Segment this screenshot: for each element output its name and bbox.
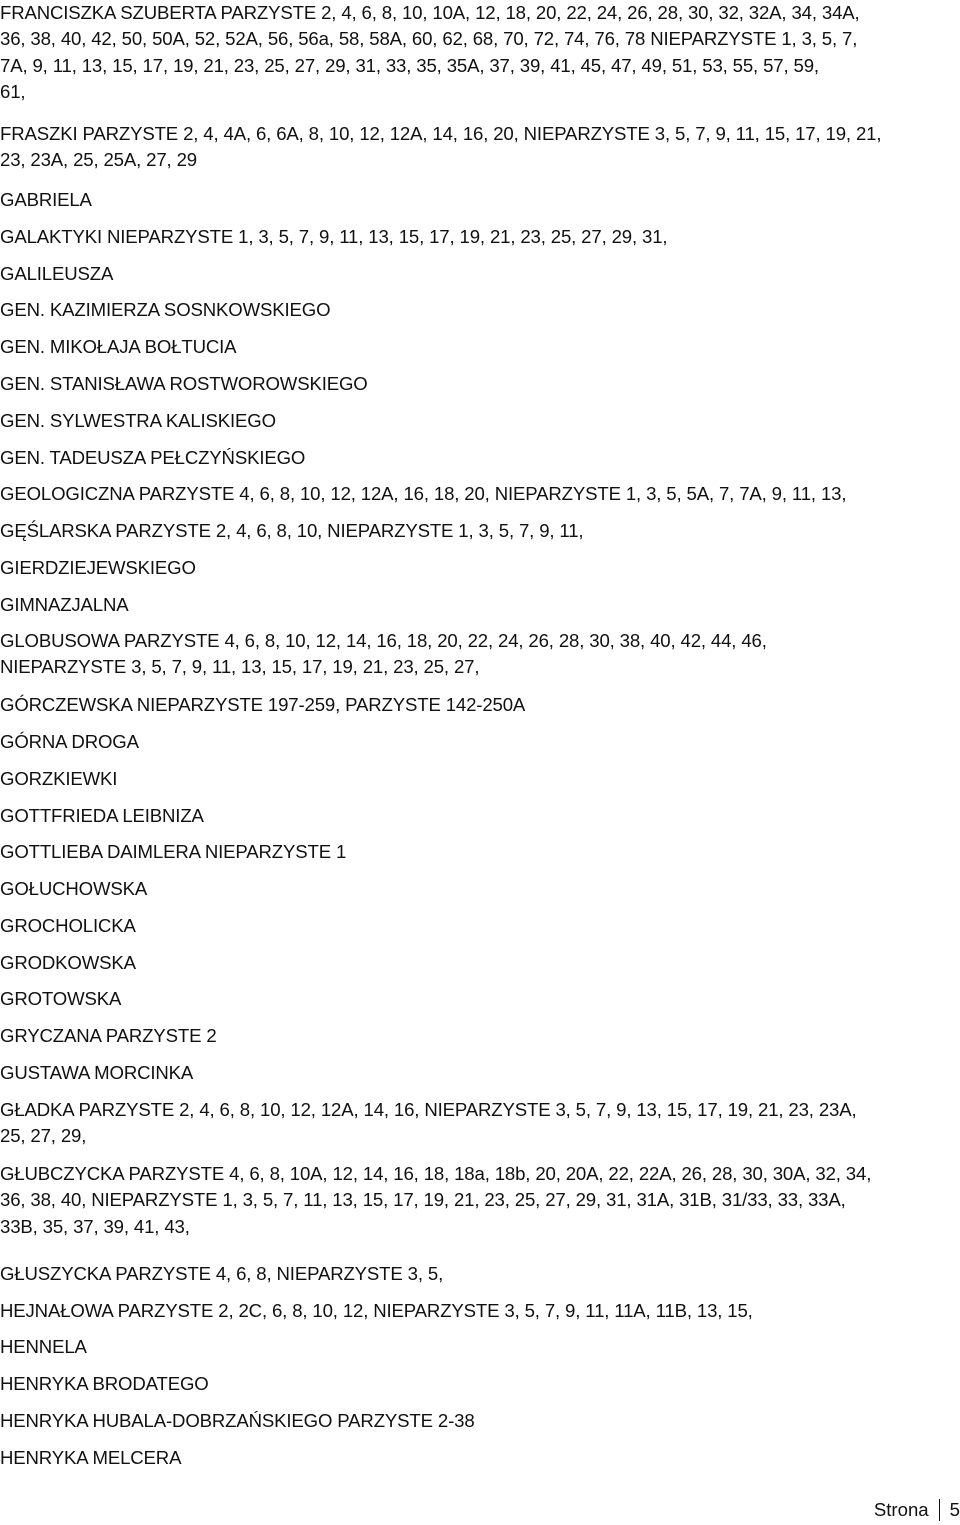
- street-entry: [0, 187, 92, 213]
- street-entry-line: GEN. STANISŁAWA ROSTWOROWSKIEGO: [0, 373, 368, 394]
- street-entry: [0, 481, 846, 507]
- street-entry-line: GEN. KAZIMIERZA SOSNKOWSKIEGO: [0, 299, 331, 320]
- street-entry-line: HENRYKA BRODATEGO: [0, 1373, 209, 1394]
- street-entry: [0, 0, 860, 106]
- street-entry-line: HENRYKA HUBALA-DOBRZAŃSKIEGO PARZYSTE 2-38: [0, 1410, 475, 1431]
- street-entry-line: GŁUBCZYCKA PARZYSTE 4, 6, 8, 10A, 12, 14, 16, 18, 18a, 18b, 20, 20A, 22, 22A, 26, 28, 30, 30A, 32, 34,: [0, 1163, 872, 1184]
- street-entry-line: GĘŚLARSKA PARZYSTE 2, 4, 6, 8, 10, NIEPARZYSTE 1, 3, 5, 7, 9, 11,: [0, 520, 584, 541]
- street-entry-line: GIMNAZJALNA: [0, 594, 129, 615]
- street-entry-line: GALAKTYKI NIEPARZYSTE 1, 3, 5, 7, 9, 11, 13, 15, 17, 19, 21, 23, 25, 27, 29, 31,: [0, 226, 668, 247]
- street-entry: [0, 261, 113, 287]
- page-footer: [874, 1497, 960, 1523]
- street-entry-line: 61,: [0, 81, 26, 103]
- street-entry: [0, 555, 196, 581]
- street-entry: [0, 334, 236, 360]
- street-entry: [0, 518, 583, 544]
- street-entry: [0, 950, 136, 976]
- street-entry-line: 36, 38, 40, NIEPARZYSTE 1, 3, 5, 7, 11, 13, 15, 17, 19, 21, 23, 25, 27, 29, 31, 31A, 31B, 31/33, 33, 33A,: [0, 1189, 846, 1211]
- street-entry: [0, 766, 117, 792]
- street-entry-line: GÓRNA DROGA: [0, 731, 139, 752]
- street-entry: [0, 445, 305, 471]
- street-entry: [0, 839, 346, 865]
- street-entry-line: GOŁUCHOWSKA: [0, 878, 148, 899]
- street-entry: [0, 371, 368, 397]
- street-entry: [0, 297, 330, 323]
- street-entry-line: 25, 27, 29,: [0, 1125, 87, 1147]
- street-entry-line: NIEPARZYSTE 3, 5, 7, 9, 11, 13, 15, 17, 19, 21, 23, 25, 27,: [0, 656, 480, 678]
- street-entry-line: GRYCZANA PARZYSTE 2: [0, 1025, 217, 1046]
- street-entry-line: GOTTLIEBA DAIMLERA NIEPARZYSTE 1: [0, 841, 347, 862]
- street-entry-line: GEN. TADEUSZA PEŁCZYŃSKIEGO: [0, 447, 306, 468]
- street-entry-line: GRODKOWSKA: [0, 952, 136, 973]
- street-entry-line: 36, 38, 40, 42, 50, 50A, 52, 52A, 56, 56a, 58, 58A, 60, 62, 68, 70, 72, 74, 76, 78 NIEPARZYSTE 1, 3, 5, 7,: [0, 28, 858, 50]
- street-entry: [0, 628, 767, 681]
- street-entry-line: HEJNAŁOWA PARZYSTE 2, 2C, 6, 8, 10, 12, NIEPARZYSTE 3, 5, 7, 9, 11, 11A, 11B, 13, 15,: [0, 1300, 753, 1321]
- street-entry: [0, 913, 136, 939]
- street-entry-line: GIERDZIEJEWSKIEGO: [0, 557, 196, 578]
- street-entry-line: GEN. SYLWESTRA KALISKIEGO: [0, 410, 276, 431]
- street-entry-line: 23, 23A, 25, 25A, 27, 29: [0, 149, 197, 171]
- street-entry-line: GEN. MIKOŁAJA BOŁTUCIA: [0, 336, 237, 357]
- street-entry-line: GALILEUSZA: [0, 263, 114, 284]
- street-entry-line: GŁUSZYCKA PARZYSTE 4, 6, 8, NIEPARZYSTE 3, 5,: [0, 1263, 444, 1284]
- street-entry: [0, 1023, 217, 1049]
- page-label: Strona: [873, 1499, 929, 1520]
- street-entry-line: GLOBUSOWA PARZYSTE 4, 6, 8, 10, 12, 14, 16, 18, 20, 22, 24, 26, 28, 30, 38, 40, 42, 44, 46,: [0, 630, 767, 651]
- street-entry: [0, 1408, 475, 1434]
- street-entry-line: HENNELA: [0, 1336, 87, 1357]
- street-entry: [0, 1060, 193, 1086]
- street-entry-line: GORZKIEWKI: [0, 768, 118, 789]
- street-entry-line: FRASZKI PARZYSTE 2, 4, 4A, 6, 6A, 8, 10, 12, 12A, 14, 16, 20, NIEPARZYSTE 3, 5, 7, 9, 11, 15, 17, 19, 21,: [0, 123, 882, 144]
- street-entry: [0, 224, 667, 250]
- street-entry: [0, 1261, 443, 1287]
- street-entry-line: 33B, 35, 37, 39, 41, 43,: [0, 1215, 190, 1237]
- street-entry: [0, 986, 121, 1012]
- street-entry-line: 7A, 9, 11, 13, 15, 17, 19, 21, 23, 25, 27, 29, 31, 33, 35, 35A, 37, 39, 41, 45, 47, 49, 51, 53, 55, 57, 59,: [0, 54, 819, 76]
- street-entry: [0, 592, 129, 618]
- street-entry-line: GÓRCZEWSKA NIEPARZYSTE 197-259, PARZYSTE 142-250A: [0, 694, 526, 715]
- street-entry: [0, 803, 204, 829]
- street-entry: [0, 1161, 871, 1240]
- street-entry-line: FRANCISZKA SZUBERTA PARZYSTE 2, 4, 6, 8, 10, 10A, 12, 18, 20, 22, 24, 26, 28, 30, 32, 32A, 34, 34A,: [0, 2, 860, 23]
- street-entry-line: GROCHOLICKA: [0, 915, 136, 936]
- street-entry: [0, 1334, 87, 1360]
- street-entry: [0, 408, 276, 434]
- street-entry: [0, 1445, 181, 1471]
- street-entry-line: GABRIELA: [0, 189, 92, 210]
- street-entry-line: GROTOWSKA: [0, 988, 122, 1009]
- street-entry: [0, 692, 525, 718]
- street-entry-line: GUSTAWA MORCINKA: [0, 1062, 194, 1083]
- street-entry: [0, 876, 147, 902]
- street-entry: [0, 1298, 753, 1324]
- page-number: 5: [949, 1499, 960, 1520]
- street-entry-line: GEOLOGICZNA PARZYSTE 4, 6, 8, 10, 12, 12A, 16, 18, 20, NIEPARZYSTE 1, 3, 5, 5A, 7, 7A, 9, 11, 13,: [0, 483, 847, 504]
- street-entry: [0, 1371, 209, 1397]
- street-entry: [0, 121, 881, 174]
- footer-divider: [939, 1499, 940, 1521]
- street-entry-line: GŁADKA PARZYSTE 2, 4, 6, 8, 10, 12, 12A, 14, 16, NIEPARZYSTE 3, 5, 7, 9, 13, 15, 17, 19, 21, 23, 23A,: [0, 1099, 857, 1120]
- street-entry-line: HENRYKA MELCERA: [0, 1447, 182, 1468]
- street-entry: [0, 729, 139, 755]
- street-entry-line: GOTTFRIEDA LEIBNIZA: [0, 805, 204, 826]
- street-entry: [0, 1097, 857, 1150]
